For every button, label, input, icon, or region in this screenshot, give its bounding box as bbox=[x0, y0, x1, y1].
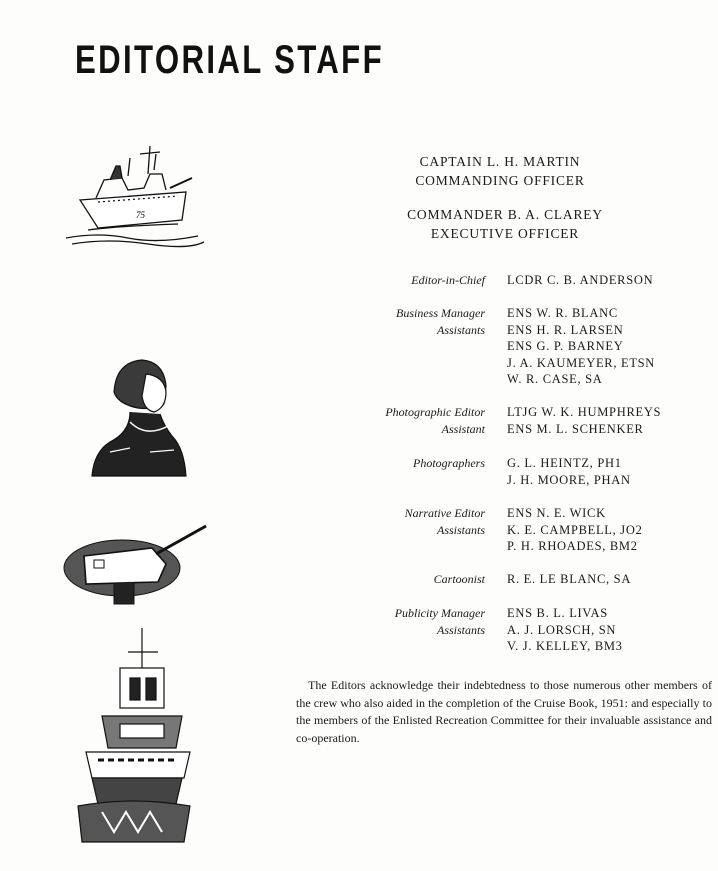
staff-name: K. E. CAMPBELL, JO2 bbox=[507, 522, 643, 537]
staff-name: W. R. CASE, SA bbox=[507, 372, 603, 386]
staff-name: G. L. HEINTZ, PH1 bbox=[507, 456, 622, 470]
role-label: Narrative Editor bbox=[404, 506, 485, 520]
staff-name: ENS M. L. SCHENKER bbox=[507, 421, 644, 436]
role-label: Assistants bbox=[436, 323, 485, 337]
staff-name: ENS H. R. LARSEN bbox=[507, 322, 624, 337]
executive-officer-block bbox=[395, 205, 615, 243]
role-label: Photographers bbox=[413, 456, 485, 470]
role-label: Assistant bbox=[441, 422, 485, 436]
officer-name: CAPTAIN L. H. MARTIN bbox=[419, 154, 581, 169]
staff-name: ENS N. E. WICK bbox=[507, 506, 606, 520]
sailor-portrait-icon bbox=[90, 352, 190, 480]
ship-superstructure-icon bbox=[72, 628, 192, 846]
officer-title: COMMANDING OFFICER bbox=[415, 173, 585, 188]
staff-name: R. E. LE BLANC, SA bbox=[507, 572, 632, 586]
hull-number: 75 bbox=[136, 210, 145, 220]
role-label: Business Manager bbox=[396, 306, 485, 320]
page-title: EDITORIAL STAFF bbox=[75, 38, 384, 82]
staff-name: ENS B. L. LIVAS bbox=[507, 606, 608, 620]
acknowledgement-paragraph: The Editors acknowledge their indebtedness to those numerous other members of the crew who also aided in the completion of the Cruise Book, 1951: and especially to the members of the Enlisted Recreation Committee for their invaluable assistance and co-operation. bbox=[296, 678, 712, 745]
role-label: Cartoonist bbox=[433, 572, 485, 586]
ship-sketch-icon bbox=[58, 140, 208, 250]
commanding-officer-block bbox=[400, 152, 600, 190]
role-label: Photographic Editor bbox=[385, 405, 485, 419]
staff-name: J. H. MOORE, PHAN bbox=[507, 472, 631, 487]
staff-name: ENS W. R. BLANC bbox=[507, 306, 618, 320]
staff-name: LTJG W. K. HUMPHREYS bbox=[507, 405, 662, 419]
staff-name: P. H. RHOADES, BM2 bbox=[507, 539, 638, 553]
staff-name: ENS G. P. BARNEY bbox=[507, 339, 624, 353]
role-label: Assistants bbox=[436, 623, 485, 637]
role-label: Publicity Manager bbox=[394, 606, 485, 620]
staff-name: LCDR C. B. ANDERSON bbox=[507, 273, 654, 287]
staff-name: V. J. KELLEY, BM3 bbox=[507, 639, 623, 653]
role-label: Editor-in-Chief bbox=[411, 273, 485, 287]
role-label: Assistants bbox=[436, 523, 485, 537]
gun-turret-icon bbox=[60, 520, 210, 610]
officer-name: COMMANDER B. A. CLAREY bbox=[407, 207, 603, 222]
staff-name: A. J. LORSCH, SN bbox=[507, 622, 617, 637]
officer-title: EXECUTIVE OFFICER bbox=[430, 226, 580, 241]
staff-name: J. A. KAUMEYER, ETSN bbox=[507, 355, 656, 370]
